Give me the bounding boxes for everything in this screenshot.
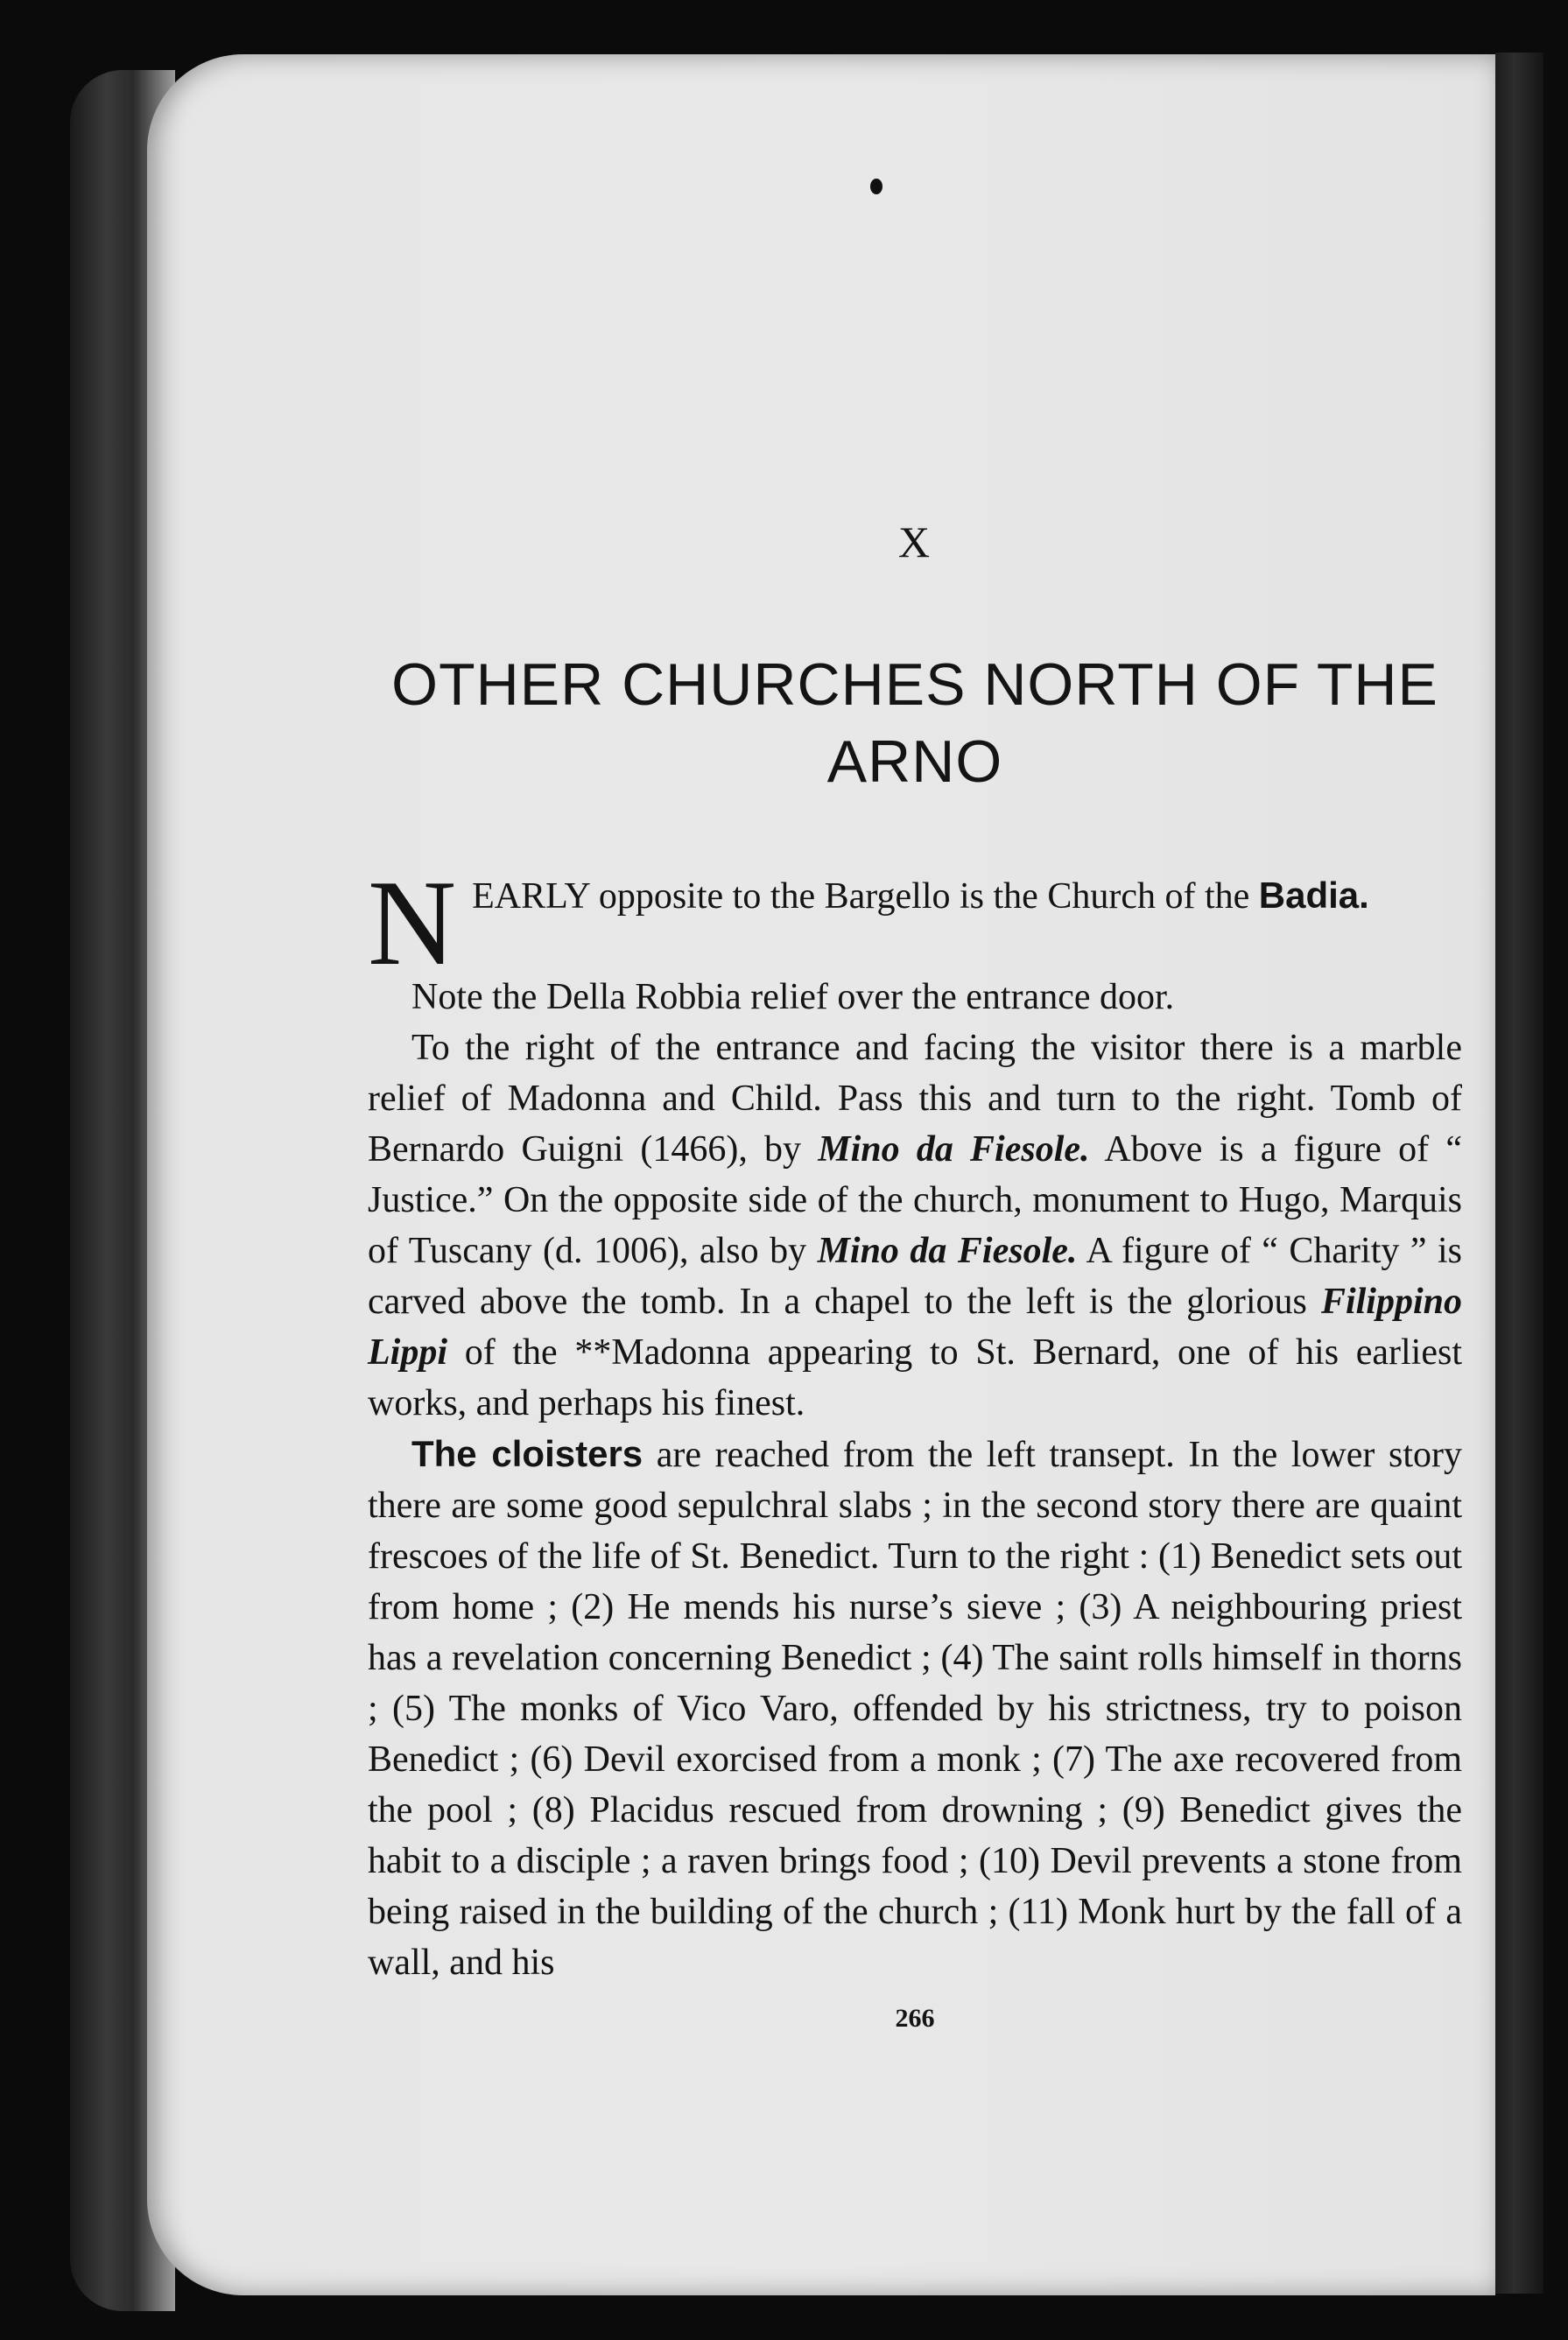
paragraph-2 bbox=[368, 972, 1462, 1022]
filippino-lippi-italic: Filippino Lippi bbox=[368, 1282, 1462, 1373]
drop-cap: N bbox=[368, 855, 457, 991]
paragraph-4 bbox=[368, 1429, 1462, 1988]
page-right-edge bbox=[1495, 53, 1543, 2294]
paragraph-3 bbox=[368, 1022, 1462, 1429]
cloisters-bold: The cloisters bbox=[411, 1433, 643, 1474]
paragraph-3-text-c: A figure of “ Charity ” is carved above the tomb. In a chapel to the left is the glorious bbox=[368, 1231, 1463, 1322]
mino-da-fiesole-italic-1: Mino da Fiesole. bbox=[818, 1129, 1090, 1170]
text-column bbox=[368, 516, 1462, 2034]
ink-mark bbox=[870, 179, 882, 194]
page-number: 266 bbox=[895, 2004, 935, 2033]
book-page bbox=[147, 54, 1495, 2295]
paragraph-1-text: EARLY opposite to the Bargello is the Church of the bbox=[472, 876, 1259, 917]
badia-bold: Badia. bbox=[1258, 875, 1369, 916]
chapter-title: OTHER CHURCHES NORTH OF THE ARNO bbox=[391, 651, 1438, 795]
paragraph-3-text-d: of the **Madonna appearing to St. Bernard, one of his earliest works, and perhaps his finest. bbox=[368, 1332, 1462, 1423]
paragraph-3-text-a: To the right of the entrance and facing the visitor there is a marble relief of Madonna and Child. Pass this and turn to the right. Tomb of Bernardo Guigni (1466), by bbox=[368, 1028, 1462, 1170]
mino-da-fiesole-italic-2: Mino da Fiesole. bbox=[817, 1231, 1078, 1271]
paragraph-4-text: are reached from the left transept. In the lower story there are some good sepulchral slabs ; in the second story there are quaint frescoes of the life of St. Benedict. Turn to the right : (1) Benedict sets out from home ; (2) He mends his nurse’s sieve ; (3) A neighbouring priest has a revelation concerning Benedict ; (4) The saint rolls himself in thorns ; (5) The monks of Vico Varo, offended by his strictness, try to poison Benedict ; (6) Devil exorcised from a monk ; (7) The axe recovered from the pool ; (8) Placidus rescued from drowning ; (9) Benedict gives the habit to a disciple ; a raven brings food ; (10) Devil prevents a stone from being raised in the building of the church ; (11) Monk hurt by the fall of a wall, and his bbox=[368, 1435, 1462, 1983]
paragraph-1 bbox=[368, 855, 1462, 991]
chapter-number: X bbox=[897, 517, 932, 566]
paragraph-3-text-b: Above is a figure of “ Justice.” On the opposite side of the church, monument to Hugo, Marquis of Tuscany (d. 1006), also by bbox=[368, 1129, 1462, 1271]
paragraph-2-text: Note the Della Robbia relief over the entrance door. bbox=[411, 977, 1175, 1017]
